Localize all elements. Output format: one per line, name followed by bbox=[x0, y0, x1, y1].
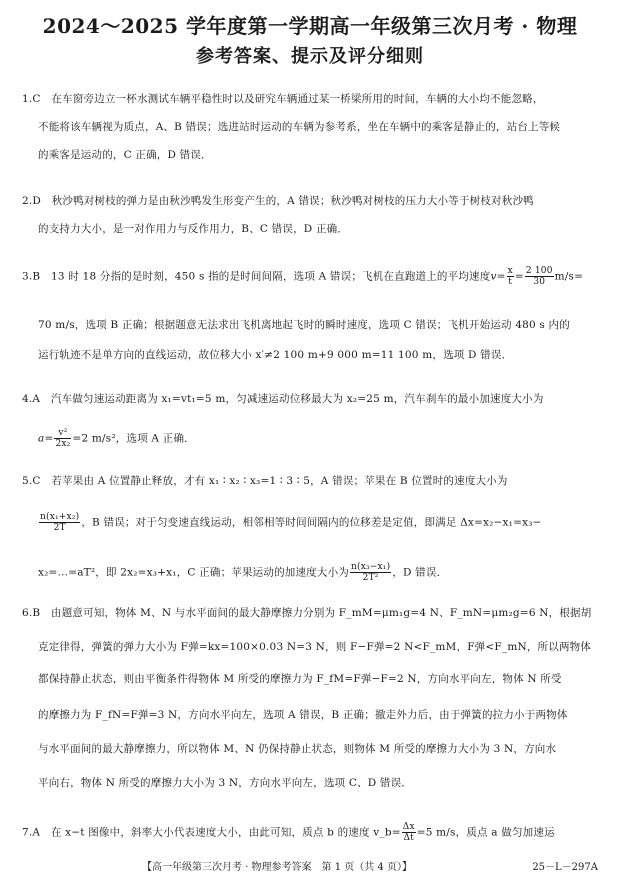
answer-6-line-1: 6.B 由题意可知，物体 M、N 与水平面间的最大静摩擦力分别为 F_mM=μm₁g=4 N、F_mN=μm₂g=6 N，根据胡 bbox=[22, 607, 592, 619]
answer-4-result: =2 m/s²，选项 A 正确． bbox=[72, 432, 195, 445]
acceleration-symbol: a= bbox=[38, 432, 54, 445]
footer-page-info: 【高一年级第三次月考 · 物理参考答案 第 1 页（共 4 页）】 bbox=[142, 862, 412, 873]
fraction-numerator: Δx bbox=[402, 822, 415, 832]
answer-6-line-6: 平向右，物体 N 所受的摩擦力大小为 3 N，方向水平向左，选项 C、D 错误． bbox=[38, 777, 413, 789]
answer-5-line-3 bbox=[38, 562, 447, 583]
answer-1-line-2: 不能将该车辆视为质点，A、B 错误；选进站时运动的车辆为参考系，坐在车辆中的乘客是静止的，站台上等候 bbox=[38, 121, 561, 133]
answer-5-line-2 bbox=[38, 512, 542, 533]
answer-6-line-3: 都保持静止状态，则由平衡条件得物体 M 所受的摩擦力为 F_fM=F弹−F=2 N，方向水平向左，物体 N 所受 bbox=[38, 673, 562, 685]
velocity-symbol: v= bbox=[490, 270, 506, 283]
answer-5-text-a: x₂=…=aT²，即 2x₂=x₃+x₁，C 正确；苹果运动的加速度大小为 bbox=[38, 566, 349, 579]
equals-sign: = bbox=[514, 270, 524, 283]
fraction-x-over-t bbox=[507, 266, 514, 287]
answer-4-line-2 bbox=[38, 428, 195, 449]
fraction-denominator: 2T² bbox=[362, 573, 379, 583]
fraction-numerator: n(x₃−x₁) bbox=[350, 562, 391, 572]
fraction-numerator: 2 100 bbox=[525, 266, 553, 276]
answer-2-line-1: 2.D 秋沙鸭对树枝的弹力是由秋沙鸭发生形变产生的，A 错误；秋沙鸭对树枝的压力大小等于树枝对秋沙鸭 bbox=[22, 195, 534, 207]
answer-1-line-1: 1.C 在车窗旁边立一杯水测试车辆平稳性时以及研究车辆通过某一桥梁所用的时间，车辆的大小均不能忽略， bbox=[22, 93, 544, 105]
fraction-dx-over-dt bbox=[402, 822, 416, 843]
page-subtitle: 参考答案、提示及评分细则 bbox=[196, 46, 424, 67]
answer-6-line-4: 的摩擦力为 F_fN=F弹=3 N，方向水平向左，选项 A 错误，B 正确；撤走外力后，由于弹簧的拉力小于两物体 bbox=[38, 709, 568, 721]
footer-code: 25－L－297A bbox=[532, 862, 598, 873]
fraction-velocity-b bbox=[39, 512, 80, 533]
answer-4-line-1: 4.A 汽车做匀速运动距离为 x₁=vt₁=5 m，匀减速运动位移最大为 x₂=25 m，汽车刹车的最小加速度大小为 bbox=[22, 393, 544, 405]
answer-6-line-5: 与水平面间的最大静摩擦力，所以物体 M、N 仍保持静止状态，则物体 M 所受的摩擦力大小为 3 N，方向水 bbox=[38, 743, 557, 755]
answer-3-text: 3.B 13 时 18 分指的是时刻，450 s 指的是时间间隔，选项 A 错误；飞机在直跑道上的平均速度 bbox=[22, 270, 491, 283]
fraction-denominator: 2x₂ bbox=[55, 439, 71, 449]
answer-1-line-3: 的乘客是运动的，C 正确，D 错误． bbox=[38, 149, 212, 161]
answer-3-line-1 bbox=[22, 266, 583, 287]
answer-7-text-b: =5 m/s，质点 a 做匀加速运 bbox=[416, 826, 555, 839]
answer-7-line-1 bbox=[22, 822, 555, 843]
fraction-numerator: v² bbox=[54, 428, 71, 439]
answer-5-text: ，B 错误；对于匀变速直线运动，相邻相等时间间隔内的位移差是定值，即满足 Δx=x₂−x₁=x₃− bbox=[81, 516, 542, 529]
fraction-denominator: 30 bbox=[533, 277, 546, 287]
fraction-denominator: 2T bbox=[53, 523, 66, 533]
fraction-numerator: n(x₁+x₂) bbox=[40, 512, 80, 522]
answer-6-line-2: 克定律得，弹簧的弹力大小为 F弹=kx=100×0.03 N=3 N，则 F−F弹=2 N<F_mM，F弹<F_mN，所以两物体 bbox=[38, 641, 592, 653]
answer-2-line-2: 的支持力大小，是一对作用力与反作用力，B、C 错误，D 正确． bbox=[38, 223, 349, 235]
page-title: 2024～2025 学年度第一学期高一年级第三次月考 · 物理 bbox=[42, 14, 578, 38]
answer-5-line-1: 5.C 若苹果由 A 位置静止释放，才有 x₁ ∶ x₂ ∶ x₃=1 ∶ 3 ∶ 5，A 错误；苹果在 B 位置时的速度大小为 bbox=[22, 475, 508, 487]
fraction-acceleration bbox=[350, 562, 391, 583]
answer-3-line-2: 70 m/s，选项 B 正确；根据题意无法求出飞机离地起飞时的瞬时速度，选项 C 错误；飞机开始运动 480 s 内的 bbox=[38, 319, 570, 331]
answer-7-text-a: 7.A 在 x−t 图像中，斜率大小代表速度大小，由此可知，质点 b 的速度 v_b= bbox=[22, 826, 401, 839]
fraction-distance-over-time bbox=[525, 266, 554, 287]
answer-3-line-3: 运行轨迹不是单方向的直线运动，故位移大小 x′≠2 100 m+9 000 m=11 100 m，选项 D 错误． bbox=[38, 349, 513, 361]
velocity-unit: m/s= bbox=[554, 270, 584, 283]
fraction-v2-over-2x2 bbox=[54, 428, 71, 449]
answer-5-text-b: ，D 错误． bbox=[392, 566, 448, 579]
fraction-denominator: Δt bbox=[403, 833, 414, 843]
fraction-numerator: x bbox=[507, 266, 513, 276]
page-footer bbox=[22, 858, 598, 873]
fraction-denominator: t bbox=[508, 277, 513, 287]
